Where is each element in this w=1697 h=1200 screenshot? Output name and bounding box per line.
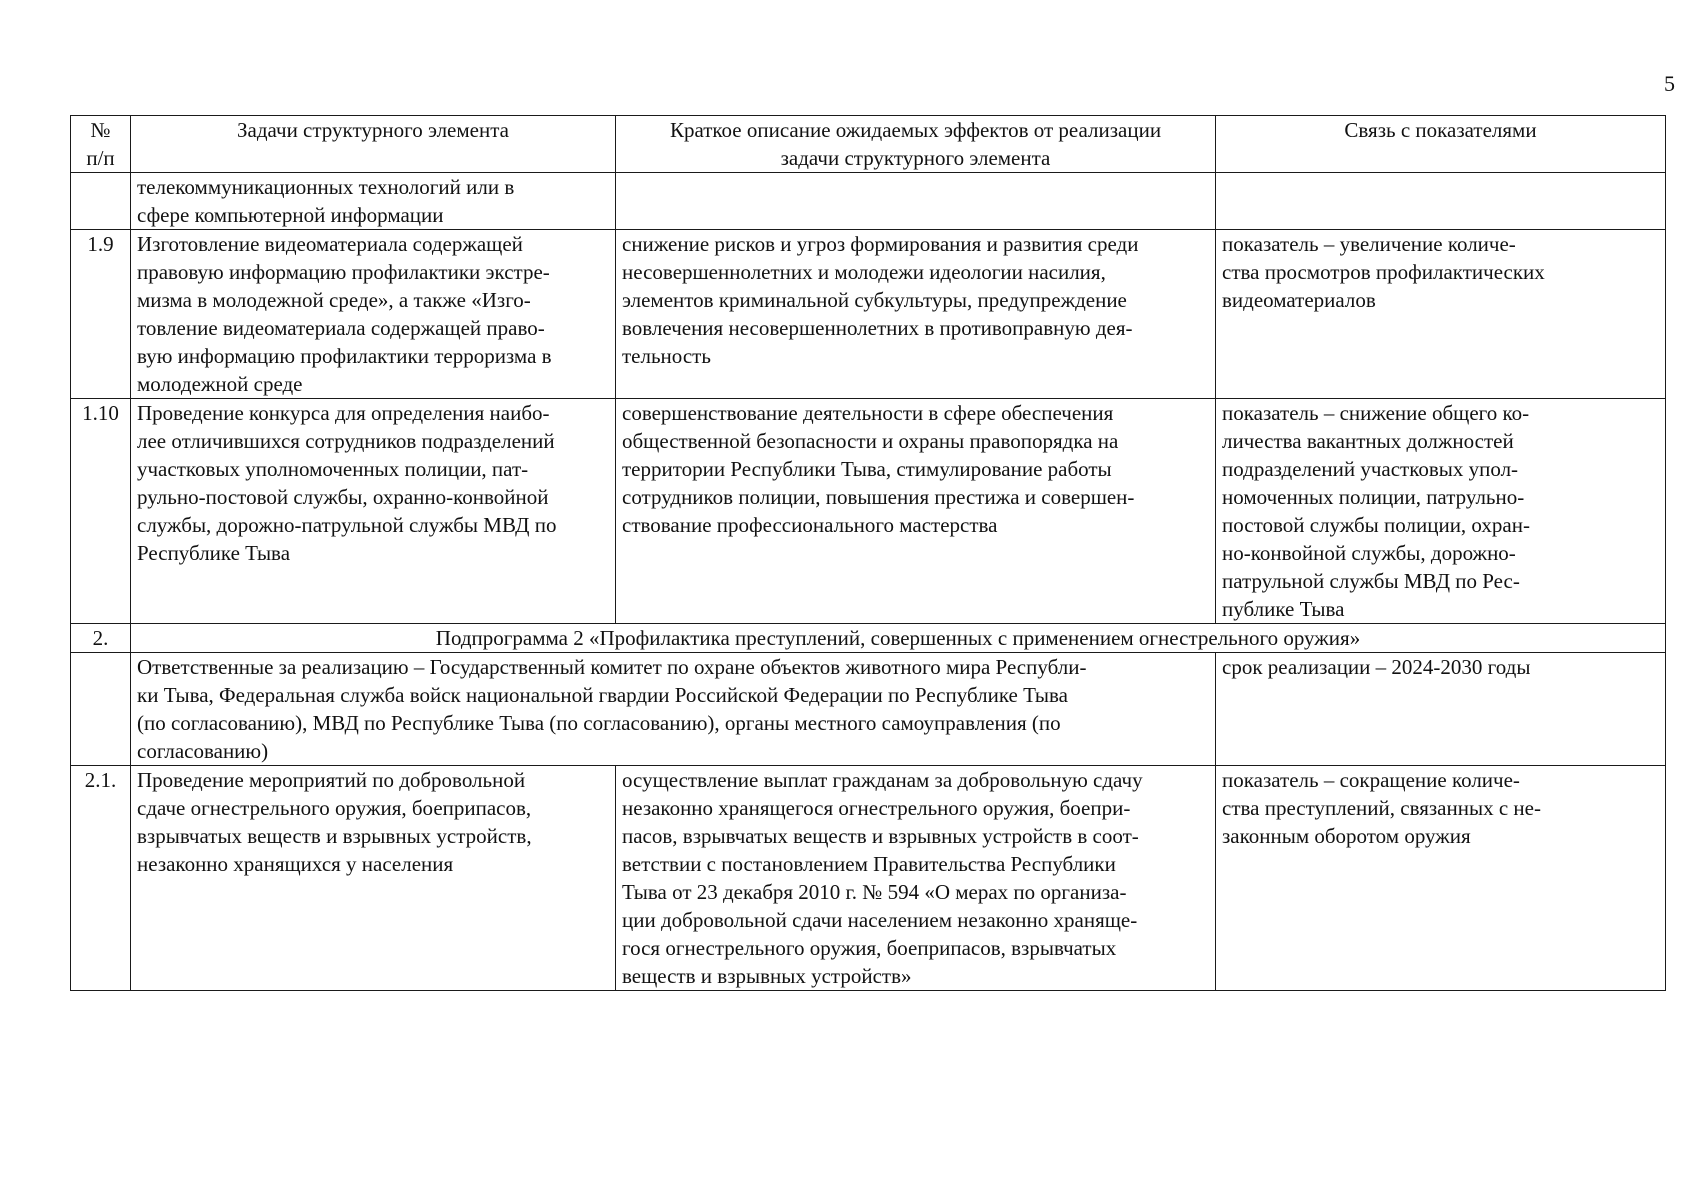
header-tasks bbox=[131, 116, 616, 173]
text-line: взрывчатых веществ и взрывных устройств, bbox=[137, 824, 532, 848]
responsible-text bbox=[131, 653, 1216, 766]
text-line: законным оборотом оружия bbox=[1222, 824, 1471, 848]
row-effect bbox=[616, 766, 1216, 991]
text-line: Республике Тыва bbox=[137, 541, 291, 565]
text-line: (по согласованию), МВД по Республике Тыва (по согласованию), органы местного самоуправления (по bbox=[137, 711, 1061, 735]
header-line: Задачи структурного элемента bbox=[237, 118, 509, 142]
header-line: задачи структурного элемента bbox=[780, 146, 1051, 170]
text-line: снижение рисков и угроз формирования и развития среди bbox=[622, 232, 1139, 256]
row-effect bbox=[616, 230, 1216, 399]
page-number: 5 bbox=[1664, 71, 1675, 96]
text-line: вую информацию профилактики терроризма в bbox=[137, 344, 552, 368]
text-line: правовую информацию профилактики экстре- bbox=[137, 260, 550, 284]
table-row bbox=[71, 230, 1666, 399]
header-line: п/п bbox=[86, 146, 115, 170]
text-line: пасов, взрывчатых веществ и взрывных устройств в соот- bbox=[622, 824, 1139, 848]
text-line: показатель – снижение общего ко- bbox=[1222, 401, 1530, 425]
subprogram-number: 2. bbox=[71, 624, 131, 653]
row-number: 2.1. bbox=[71, 766, 131, 991]
subprogram-title: Подпрограмма 2 «Профилактика преступлений, совершенных с применением огнестрельного оружия» bbox=[131, 624, 1666, 653]
header-effects bbox=[616, 116, 1216, 173]
text-line: сотрудников полиции, повышения престижа и совершен- bbox=[622, 485, 1135, 509]
text-line: гося огнестрельного оружия, боеприпасов, взрывчатых bbox=[622, 936, 1117, 960]
row-effect bbox=[616, 173, 1216, 230]
text-line: согласованию) bbox=[137, 739, 269, 763]
header-line: № bbox=[90, 118, 111, 142]
text-line: лее отличившихся сотрудников подразделений bbox=[137, 429, 555, 453]
table-row bbox=[71, 399, 1666, 624]
table-row bbox=[71, 173, 1666, 230]
text-line: несовершеннолетних и молодежи идеологии насилия, bbox=[622, 260, 1106, 284]
text-line: постовой службы полиции, охран- bbox=[1222, 513, 1530, 537]
text-line: ства преступлений, связанных с не- bbox=[1222, 796, 1541, 820]
text-line: патрульной службы МВД по Рес- bbox=[1222, 569, 1520, 593]
text-line: незаконно хранящихся у населения bbox=[137, 852, 454, 876]
subprogram-row bbox=[71, 624, 1666, 653]
text-line: показатель – увеличение количе- bbox=[1222, 232, 1516, 256]
text-line: подразделений участковых упол- bbox=[1222, 457, 1519, 481]
text-line: показатель – сокращение количе- bbox=[1222, 768, 1520, 792]
text-line: Ответственные за реализацию – Государственный комитет по охране объектов животного мира Республи- bbox=[137, 655, 1087, 679]
text-line: ветствии с постановлением Правительства Республики bbox=[622, 852, 1116, 876]
text-line: участковых уполномоченных полиции, пат- bbox=[137, 457, 529, 481]
header-indicators bbox=[1216, 116, 1666, 173]
row-task bbox=[131, 766, 616, 991]
text-line: молодежной среде bbox=[137, 372, 303, 396]
text-line: незаконно хранящегося огнестрельного оружия, боепри- bbox=[622, 796, 1131, 820]
row-indicator bbox=[1216, 766, 1666, 991]
row-task bbox=[131, 399, 616, 624]
text-line: но-конвойной службы, дорожно- bbox=[1222, 541, 1516, 565]
row-task bbox=[131, 230, 616, 399]
measures-table bbox=[70, 115, 1666, 991]
text-line: телекоммуникационных технологий или в bbox=[137, 175, 515, 199]
text-line: мизма в молодежной среде», а также «Изго- bbox=[137, 288, 531, 312]
header-line: Связь с показателями bbox=[1344, 118, 1537, 142]
row-effect bbox=[616, 399, 1216, 624]
implementation-term bbox=[1216, 653, 1666, 766]
row-indicator bbox=[1216, 230, 1666, 399]
text-line: службы, дорожно-патрульной службы МВД по bbox=[137, 513, 557, 537]
text-line: тельность bbox=[622, 344, 711, 368]
table-header-row bbox=[71, 116, 1666, 173]
text-line: Тыва от 23 декабря 2010 г. № 594 «О мерах по организа- bbox=[622, 880, 1127, 904]
header-line: Краткое описание ожидаемых эффектов от реализации bbox=[669, 118, 1162, 142]
row-number: 1.9 bbox=[71, 230, 131, 399]
responsible-row bbox=[71, 653, 1666, 766]
text-line: общественной безопасности и охраны правопорядка на bbox=[622, 429, 1119, 453]
text-line: срок реализации – 2024-2030 годы bbox=[1222, 655, 1531, 679]
text-line: совершенствование деятельности в сфере обеспечения bbox=[622, 401, 1114, 425]
text-line: вовлечения несовершеннолетних в противоправную дея- bbox=[622, 316, 1133, 340]
text-line: рульно-постовой службы, охранно-конвойной bbox=[137, 485, 549, 509]
text-line: элементов криминальной субкультуры, предупреждение bbox=[622, 288, 1127, 312]
text-line: сфере компьютерной информации bbox=[137, 203, 444, 227]
row-indicator bbox=[1216, 173, 1666, 230]
header-number bbox=[71, 116, 131, 173]
text-line: веществ и взрывных устройств» bbox=[622, 964, 912, 988]
row-number: 1.10 bbox=[71, 399, 131, 624]
text-line: Проведение конкурса для определения наибо- bbox=[137, 401, 550, 425]
text-line: личества вакантных должностей bbox=[1222, 429, 1514, 453]
table-row bbox=[71, 766, 1666, 991]
text-line: ства просмотров профилактических bbox=[1222, 260, 1545, 284]
row-number bbox=[71, 653, 131, 766]
row-number bbox=[71, 173, 131, 230]
text-line: ки Тыва, Федеральная служба войск национальной гвардии Российской Федерации по Республике Тыва bbox=[137, 683, 1068, 707]
text-line: Проведение мероприятий по добровольной bbox=[137, 768, 526, 792]
row-indicator bbox=[1216, 399, 1666, 624]
row-task bbox=[131, 173, 616, 230]
text-line: видеоматериалов bbox=[1222, 288, 1376, 312]
text-line: Изготовление видеоматериала содержащей bbox=[137, 232, 523, 256]
text-line: номоченных полиции, патрульно- bbox=[1222, 485, 1525, 509]
text-line: ции добровольной сдачи населением незаконно храняще- bbox=[622, 908, 1138, 932]
text-line: ствование профессионального мастерства bbox=[622, 513, 998, 537]
text-line: осуществление выплат гражданам за добровольную сдачу bbox=[622, 768, 1143, 792]
text-line: товление видеоматериала содержащей право- bbox=[137, 316, 545, 340]
text-line: территории Республики Тыва, стимулирование работы bbox=[622, 457, 1112, 481]
text-line: сдаче огнестрельного оружия, боеприпасов, bbox=[137, 796, 532, 820]
text-line: публике Тыва bbox=[1222, 597, 1345, 621]
